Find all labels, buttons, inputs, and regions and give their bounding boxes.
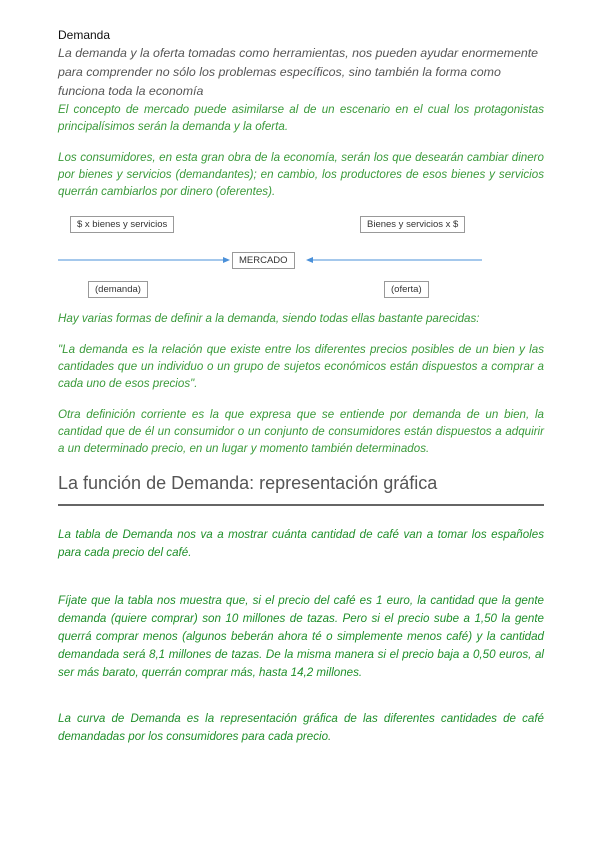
paragraph-definicion-1: "La demanda es la relación que existe entre los diferentes precios posibles de un bien y las cantidades que un individuo o un grupo de sujetos económicos están dispuestos a comprar a cada uno de esos precios". — [58, 343, 544, 390]
intro-paragraph: La demanda y la oferta tomadas como herramientas, nos pueden ayudar enormemente para comprender no sólo los problemas específicos, sino también la forma como funciona toda la economía — [58, 46, 539, 98]
right-arrow-head — [306, 257, 313, 263]
box-oferta: (oferta) — [384, 281, 429, 298]
doc-title: Demanda — [58, 28, 111, 42]
market-diagram — [58, 216, 544, 304]
paragraph-consumidores: Los consumidores, en esta gran obra de la economía, serán los que desearán cambiar dinero por bienes y servicios (demandantes); en cambio, los productores de esos bienes y servicios querrán cambiarlos por dinero (oferentes). — [58, 151, 544, 198]
section-heading: La función de Demanda: representación gráfica — [58, 473, 438, 493]
paragraph-definicion-2: Otra definición corriente es la que expresa que se entiende por demanda de un bien, la cantidad que de él un consumidor o un conjunto de consumidores están dispuestos a adquirir a un determinado precio, en un lugar y momento también determinados. — [58, 408, 544, 455]
paragraph-precio: Fíjate que la tabla nos muestra que, si el precio del café es 1 euro, la cantidad que la gente demanda (quiere comprar) son 10 millones de tazas. Pero si el precio sube a 1,50 la gente querrá comprar menos (algunos beberán ahora té o simplemente menos café) y la cantidad demandada será 8,1 millones de tazas. De la misma manera si el precio baja a 0,50 euros, al ser más barato, querrán comprar más, hasta 14,2 millones. — [58, 594, 544, 679]
box-dinero-por-bienes: $ x bienes y servicios — [70, 216, 174, 233]
paragraph-curva: La curva de Demanda es la representación gráfica de las diferentes cantidades de café demandadas por los consumidores para cada precio. — [58, 712, 544, 743]
heading-rule — [58, 504, 544, 506]
paragraph-formas: Hay varias formas de definir a la demanda, siendo todas ellas bastante parecidas: — [58, 312, 480, 325]
box-demanda: (demanda) — [88, 281, 148, 298]
box-bienes-por-dinero: Bienes y servicios x $ — [360, 216, 465, 233]
left-arrow-head — [223, 257, 230, 263]
paragraph-tabla: La tabla de Demanda nos va a mostrar cuánta cantidad de café van a tomar los españoles para cada precio del café. — [58, 528, 544, 559]
box-mercado: MERCADO — [232, 252, 295, 269]
document-page — [58, 28, 544, 746]
paragraph-mercado: El concepto de mercado puede asimilarse al de un escenario en el cual los protagonistas principalísimos serán la demanda y la oferta. — [58, 103, 544, 133]
